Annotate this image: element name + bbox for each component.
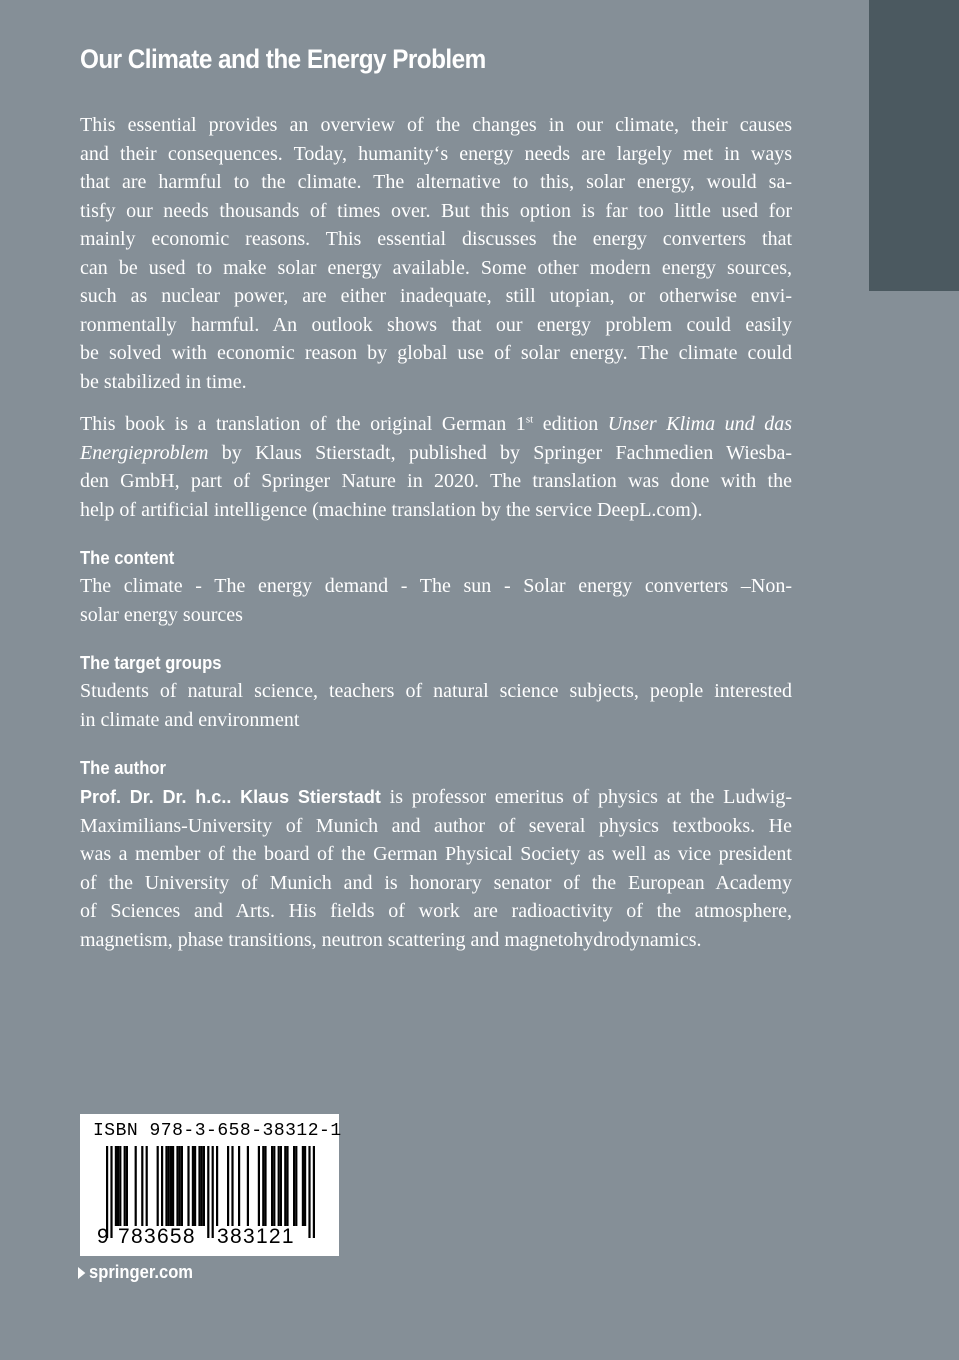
barcode-bar	[126, 1146, 128, 1226]
barcode-bar	[117, 1146, 119, 1226]
barcode-bar	[181, 1146, 183, 1226]
ean-left-group: 783658	[118, 1225, 196, 1248]
target-groups-heading: The target groups	[80, 652, 222, 673]
description-paragraph	[80, 111, 792, 396]
barcode-bar	[115, 1146, 117, 1226]
translation-line: Energieproblem by Klaus Stierstadt, published by Springer Fachmedien Wiesba-	[80, 441, 792, 464]
isbn-number: ISBN 978-3-658-38312-1	[93, 1121, 342, 1141]
ordinal-superscript: st	[525, 413, 534, 426]
barcode-bar	[192, 1146, 194, 1226]
description-line: tisfy our needs thousands of times over. But this option is far too little used for	[80, 199, 792, 222]
barcode-bar	[278, 1146, 280, 1226]
translation-note	[80, 410, 792, 524]
barcode-bar	[280, 1146, 282, 1226]
barcode-bar	[231, 1146, 233, 1226]
author-line: Prof. Dr. Dr. h.c.. Klaus Stierstadt is professor emeritus of physics at the Ludwig-	[80, 786, 792, 808]
translation-line: help of artificial intelligence (machine translation by the service DeepL.com).	[80, 498, 703, 521]
ean-digits	[80, 1225, 339, 1253]
barcode-bar	[168, 1146, 170, 1226]
translation-line: This book is a translation of the original German 1st edition Unser Klima und das	[80, 413, 792, 435]
barcode-bar	[201, 1146, 203, 1226]
content-line: The climate - The energy demand - The sun - Solar energy converters –Non-	[80, 575, 792, 597]
barcode-bar	[295, 1146, 297, 1226]
barcode-bar	[203, 1146, 205, 1226]
description-line: ronmentally harmful. An outlook shows that our energy problem could easily	[80, 313, 792, 336]
author-line: of the University of Munich and is honorary senator of the European Academy	[80, 871, 792, 894]
description-line: mainly economic reasons. This essential discusses the energy converters that	[80, 228, 792, 250]
barcode-bar	[179, 1146, 181, 1226]
barcode-bar	[264, 1146, 266, 1226]
ean-right-group: 383121	[217, 1225, 295, 1248]
author-line: was a member of the board of the German Physical Society as well as vice president	[80, 843, 792, 865]
description-line: that are harmful to the climate. The alternative to this, solar energy, would sa-	[80, 171, 792, 193]
isbn-barcode	[80, 1114, 342, 1256]
barcode-bar	[172, 1146, 174, 1226]
cover-side-tab	[869, 0, 959, 291]
barcode-bar	[216, 1146, 218, 1226]
barcode-bar	[119, 1146, 121, 1226]
barcode-bar	[304, 1146, 306, 1226]
content-paragraph	[80, 572, 792, 629]
author-line: Maximilians-University of Munich and author of several physics textbooks. He	[80, 814, 792, 837]
barcode-bar	[124, 1146, 126, 1226]
barcode-bar	[262, 1146, 264, 1226]
barcode-bar	[165, 1146, 167, 1226]
description-line: be solved with economic reason by global use of solar energy. The climate could	[80, 342, 792, 364]
barcode-bar	[286, 1146, 288, 1226]
author-line: magnetism, phase transitions, neutron scattering and magnetohydrodynamics.	[80, 928, 702, 951]
barcode-bar	[176, 1146, 178, 1226]
barcode-bar	[302, 1146, 304, 1226]
author-heading: The author	[80, 757, 167, 778]
description-line: such as nuclear power, are either inadequate, still utopian, or otherwise envi-	[80, 285, 792, 307]
barcode-bar	[258, 1146, 260, 1226]
target-groups-line: in climate and environment	[80, 708, 300, 731]
barcode-bar	[238, 1146, 240, 1226]
description-line: can be used to make solar energy available. Some other modern energy sources,	[80, 256, 792, 279]
book-title: Our Climate and the Energy Problem	[80, 44, 486, 74]
springer-link[interactable]	[78, 1262, 193, 1283]
barcode-bar	[161, 1146, 163, 1226]
barcode-bar	[293, 1146, 295, 1226]
barcode-bar	[187, 1146, 189, 1226]
play-arrow-icon	[78, 1267, 85, 1279]
description-line: and their consequences. Today, humanity‘s energy needs are largely met in ways	[80, 142, 792, 165]
barcode-bar	[141, 1146, 143, 1226]
barcode-bar	[170, 1146, 172, 1226]
barcode-bar	[146, 1146, 148, 1226]
author-name: Prof. Dr. Dr. h.c.. Klaus Stierstadt	[80, 787, 381, 807]
barcode-bar	[247, 1146, 249, 1226]
barcode-bar	[227, 1146, 229, 1226]
ean-first-digit: 9	[97, 1225, 110, 1248]
target-groups-paragraph	[80, 677, 792, 734]
barcode-bar	[284, 1146, 286, 1226]
barcode-bar	[198, 1146, 200, 1226]
original-title-italic: Unser Klima und das	[607, 413, 792, 435]
springer-link-label: springer.com	[89, 1262, 194, 1282]
barcode-bar	[194, 1146, 196, 1226]
content-line: solar energy sources	[80, 603, 243, 626]
original-title-italic: Energieproblem	[80, 441, 209, 464]
author-line: of Sciences and Arts. His fields of work are radioactivity of the atmosphere,	[80, 900, 792, 922]
description-line: be stabilized in time.	[80, 370, 247, 393]
description-line: This essential provides an overview of the changes in our climate, their causes	[80, 114, 792, 136]
content-heading: The content	[80, 547, 175, 568]
barcode-bar	[273, 1146, 275, 1226]
translation-line: den GmbH, part of Springer Nature in 2020. The translation was done with the	[80, 470, 792, 492]
barcode-bar	[271, 1146, 273, 1226]
author-paragraph	[80, 783, 792, 954]
target-groups-line: Students of natural science, teachers of natural science subjects, people interested	[80, 680, 792, 702]
barcode-bar	[135, 1146, 137, 1226]
barcode-bar	[157, 1146, 159, 1226]
